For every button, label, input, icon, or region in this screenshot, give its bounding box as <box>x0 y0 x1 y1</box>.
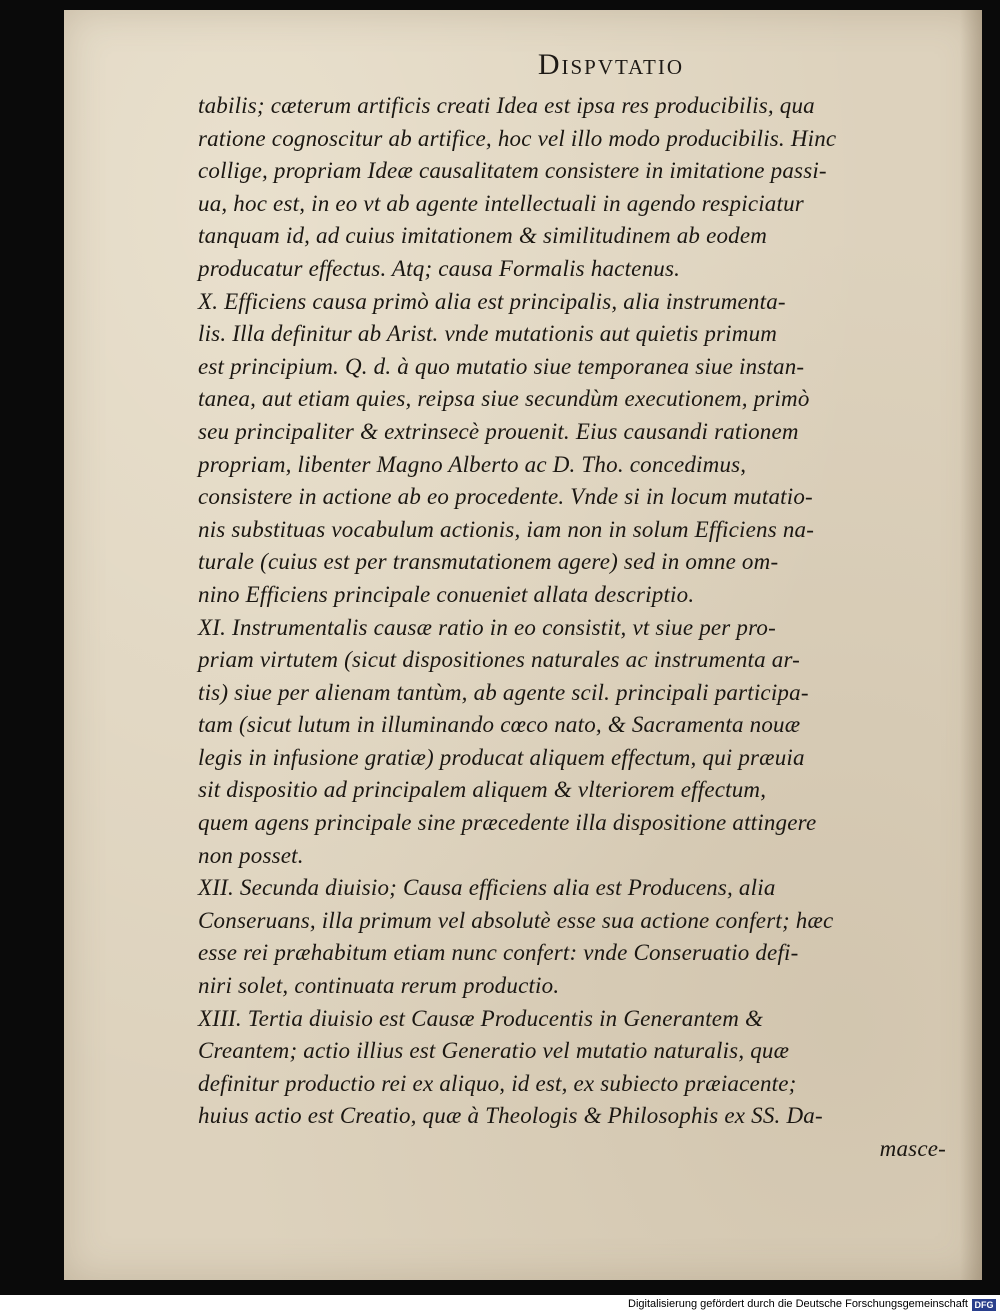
text-line: legis in infusione gratiæ) producat aliquem effectum, qui præuia <box>198 744 805 770</box>
text-line: ua, hoc est, in eo vt ab agente intellectuali in agendo respiciatur <box>198 190 804 216</box>
text-line: XIII. Tertia diuisio est Causæ Producentis in Generantem & <box>198 1005 764 1031</box>
text-line: quem agens principale sine præcedente illa dispositione attingere <box>198 810 817 836</box>
text-line: tanquam id, ad cuius imitationem & similitudinem ab eodem <box>198 223 768 249</box>
text-line: niri solet, continuata rerum productio. <box>198 973 560 999</box>
dfg-logo: DFG <box>972 1299 996 1311</box>
text-line: consistere in actione ab eo procedente. Vnde si in locum mutatio- <box>198 484 813 510</box>
text-line: non posset. <box>198 842 304 868</box>
text-line: tanea, aut etiam quies, reipsa siue secundùm executionem, primò <box>198 386 810 412</box>
text-line: turale (cuius est per transmutationem agere) sed in omne om- <box>198 549 779 575</box>
text-line: tis) siue per alienam tantùm, ab agente scil. principali participa- <box>198 679 809 705</box>
text-line: ratione cognoscitur ab artifice, hoc vel illo modo producibilis. Hinc <box>198 125 837 151</box>
text-line: huius actio est Creatio, quæ à Theologis & Philosophis ex SS. Da- <box>198 1103 823 1129</box>
running-head <box>64 48 982 82</box>
page-body <box>198 90 946 1166</box>
catchword: masce- <box>879 1136 946 1161</box>
running-head-text: Dispvtatio <box>537 48 684 81</box>
text-line: XII. Secunda diuisio; Causa efficiens alia est Producens, alia <box>198 875 776 901</box>
text-line: propriam, libenter Magno Alberto ac D. Tho. concedimus, <box>198 451 747 477</box>
text-line: nino Efficiens principale conueniet allata descriptio. <box>198 581 695 607</box>
text-line: tam (sicut lutum in illuminando cœco nato, & Sacramenta nouæ <box>198 712 801 738</box>
text-line: producatur effectus. Atq; causa Formalis hactenus. <box>198 255 681 281</box>
funding-credit: Digitalisierung gefördert durch die Deutsche Forschungsgemeinschaft <box>628 1298 968 1310</box>
text-line: priam virtutem (sicut dispositiones naturales ac instrumenta ar- <box>198 647 801 673</box>
text-line: seu principaliter & extrinsecè prouenit. Eius causandi rationem <box>198 418 799 444</box>
text-line: Conseruans, illa primum vel absolutè esse sua actione confert; hæc <box>198 907 834 933</box>
digitization-footer <box>0 1295 1000 1316</box>
text-line: Creantem; actio illius est Generatio vel mutatio naturalis, quæ <box>198 1038 790 1064</box>
text-line: definitur productio rei ex aliquo, id est, ex subiecto præiacente; <box>198 1070 797 1096</box>
text-line: esse rei præhabitum etiam nunc confert: vnde Conseruatio defi- <box>198 940 799 966</box>
text-line: X. Efficiens causa primò alia est principalis, alia instrumenta- <box>198 288 786 314</box>
text-line: nis substituas vocabulum actionis, iam non in solum Efficiens na- <box>198 516 815 542</box>
text-line: est principium. Q. d. à quo mutatio siue temporanea siue instan- <box>198 353 805 379</box>
text-line: lis. Illa definitur ab Arist. vnde mutationis aut quietis primum <box>198 321 778 347</box>
text-line: XI. Instrumentalis causæ ratio in eo consistit, vt siue per pro- <box>198 614 776 640</box>
text-line: collige, propriam Ideæ causalitatem consistere in imitatione passi- <box>198 158 827 184</box>
text-line: tabilis; cæterum artificis creati Idea est ipsa res producibilis, qua <box>198 93 815 118</box>
page-edge-shadow <box>960 10 982 1280</box>
text-line: sit dispositio ad principalem aliquem & vlteriorem effectum, <box>198 777 767 803</box>
